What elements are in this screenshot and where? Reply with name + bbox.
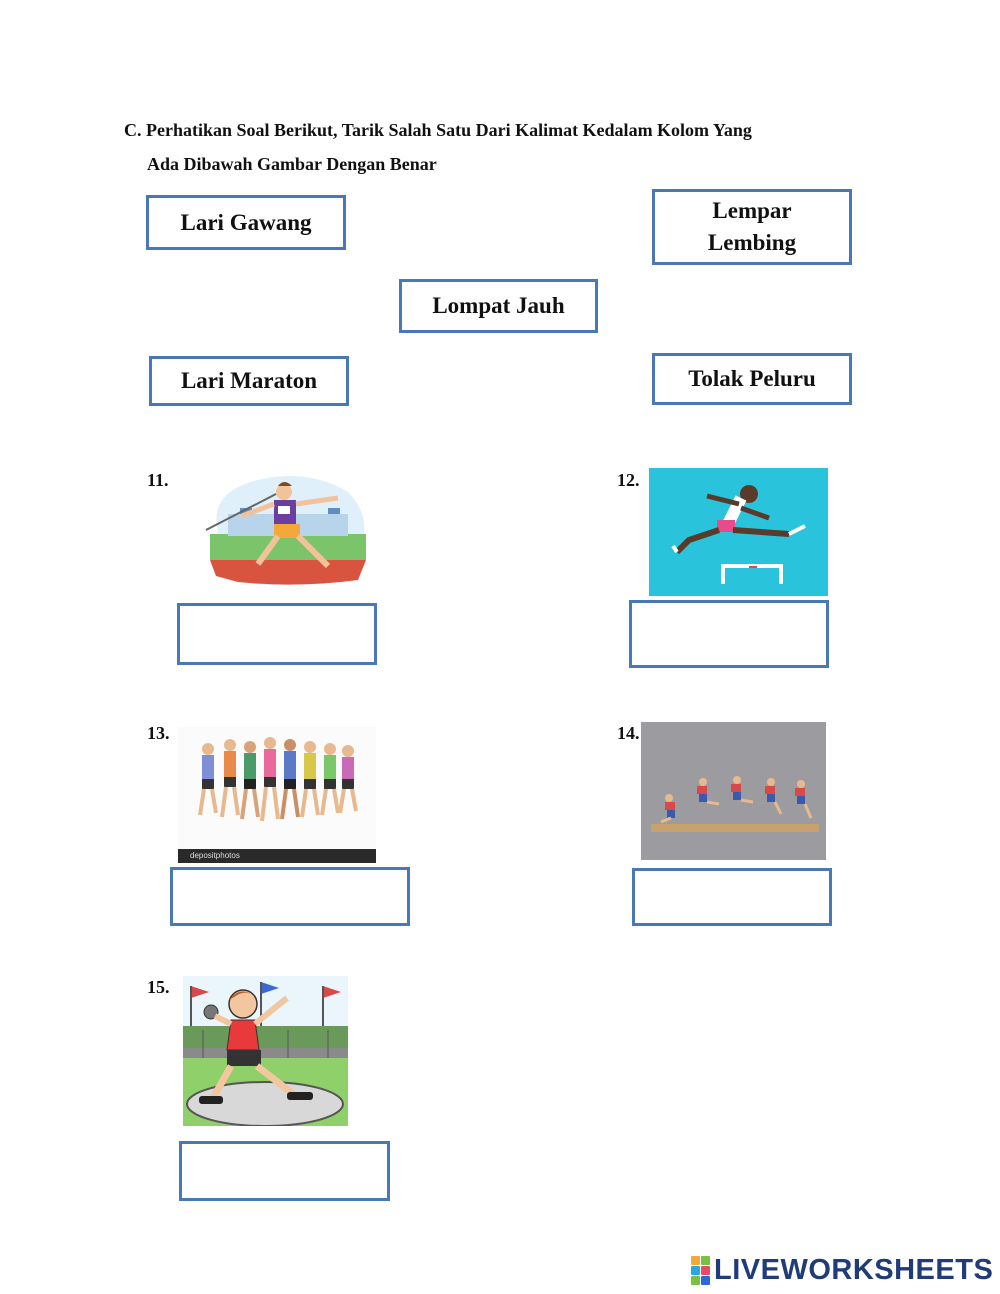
answer-box-12[interactable] <box>629 600 829 668</box>
instruction-line-2: Ada Dibawah Gambar Dengan Benar <box>147 154 437 174</box>
option-lari-gawang-label: Lari Gawang <box>180 209 312 235</box>
marathon-runners-image <box>178 727 376 863</box>
answer-box-15[interactable] <box>179 1141 390 1201</box>
option-tolak-peluru-label: Tolak Peluru <box>688 366 816 391</box>
option-lempar-lembing-label-line1: Lempar <box>712 198 792 223</box>
option-lari-gawang[interactable] <box>146 195 346 250</box>
question-15-number: 15. <box>147 977 170 997</box>
hurdler-image <box>649 468 828 596</box>
option-tolak-peluru[interactable] <box>652 353 852 405</box>
question-13-number: 13. <box>147 723 170 743</box>
option-lari-maraton-label: Lari Maraton <box>180 368 318 393</box>
answer-box-14[interactable] <box>632 868 832 926</box>
option-lempar-lembing[interactable] <box>652 189 852 265</box>
question-11-number: 11. <box>147 470 169 490</box>
instruction-line-1: C. Perhatikan Soal Berikut, Tarik Salah Satu Dari Kalimat Kedalam Kolom Yang <box>124 120 752 140</box>
option-lompat-jauh-label: Lompat Jauh <box>432 293 565 318</box>
brand-name: LIVEWORKSHEETS <box>714 1253 994 1286</box>
answer-box-13[interactable] <box>170 867 410 926</box>
liveworksheets-logo[interactable] <box>691 1253 993 1287</box>
javelin-thrower-image <box>198 472 368 590</box>
shot-put-image <box>183 976 348 1126</box>
option-lari-maraton[interactable] <box>149 356 349 406</box>
option-lompat-jauh[interactable] <box>399 279 598 333</box>
stock-watermark: depositphotos <box>190 851 240 860</box>
question-14-number: 14. <box>617 723 640 743</box>
long-jump-sequence-image <box>641 722 826 860</box>
option-lempar-lembing-label-line2: Lembing <box>707 230 797 255</box>
answer-box-11[interactable] <box>177 603 377 665</box>
question-12-number: 12. <box>617 470 640 490</box>
liveworksheets-logo-icon <box>691 1256 710 1285</box>
